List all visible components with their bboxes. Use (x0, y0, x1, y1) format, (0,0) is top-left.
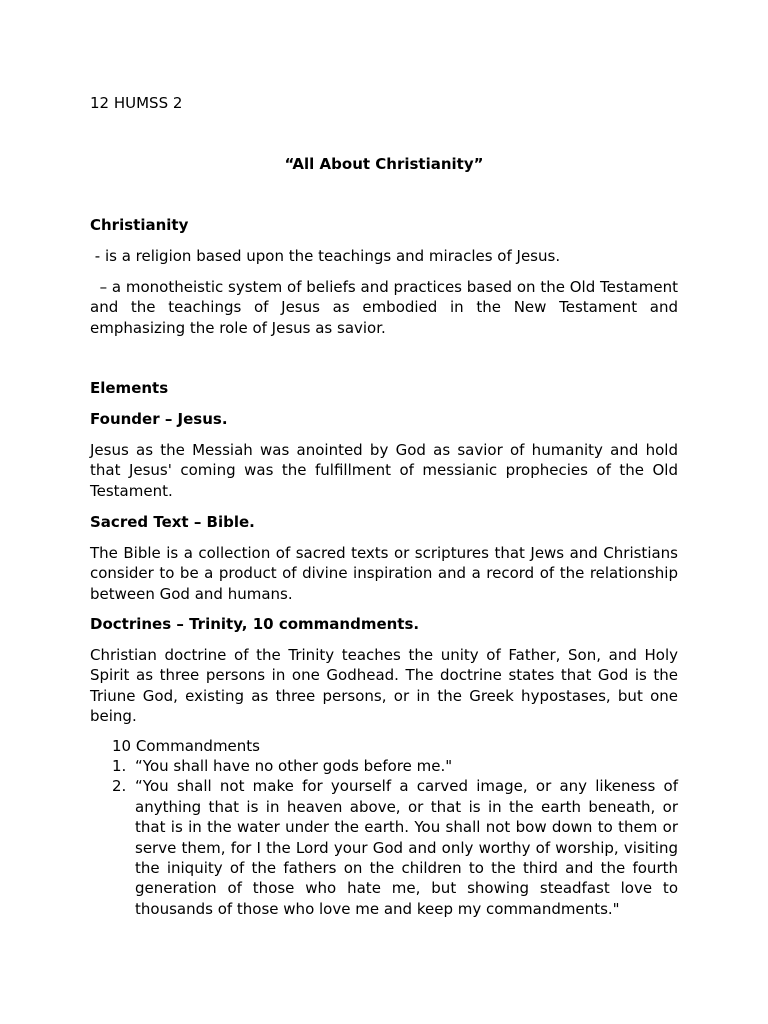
doctrines-heading: Doctrines – Trinity, 10 commandments. (90, 615, 420, 633)
document-title: “All About Christianity” (284, 155, 484, 173)
course-label: 12 HUMSS 2 (90, 94, 183, 112)
list-item (90, 756, 678, 776)
christianity-heading: Christianity (90, 216, 189, 234)
christianity-definition-1: - is a religion based upon the teachings and miracles of Jesus. (90, 247, 561, 265)
sacred-text-heading: Sacred Text – Bible. (90, 513, 255, 531)
list-item-text: “You shall not make for yourself a carved image, or any likeness of anything that is in heaven above, or that is in the earth beneath, or that is in the water under the earth. You shall not bow down to them or serve them, for I the Lord your God and only worthy of worship, visiting the iniquity of the fathers on the children to the third and the fourth generation of those who hate me, but showing steadfast love to thousands of those who love me and keep my commandments." (135, 777, 678, 918)
founder-heading: Founder – Jesus. (90, 410, 228, 428)
christianity-definition-2: – a monotheistic system of beliefs and practices based on the Old Testament and the teachings of Jesus as embodied in the New Testament and emphasizing the role of Jesus as savior. (90, 278, 683, 337)
list-item-text: “You shall have no other gods before me." (135, 757, 453, 775)
doctrines-text: Christian doctrine of the Trinity teaches the unity of Father, Son, and Holy Spirit as three persons in one Godhead. The doctrine states that God is the Triune God, existing as three persons, or in the Greek hypostases, but one being. (90, 646, 678, 726)
list-item (90, 776, 678, 919)
list-item-number: 1. (112, 757, 127, 775)
list-item-number: 2. (112, 777, 127, 796)
commandments-title: 10 Commandments (112, 737, 260, 755)
commandments-list (90, 756, 678, 919)
founder-text: Jesus as the Messiah was anointed by God as savior of humanity and hold that Jesus' coming was the fulfillment of messianic prophecies of the Old Testament. (90, 441, 678, 500)
elements-heading: Elements (90, 379, 169, 397)
sacred-text-paragraph: The Bible is a collection of sacred texts or scriptures that Jews and Christians consider to be a product of divine inspiration and a record of the relationship between God and humans. (90, 544, 678, 603)
